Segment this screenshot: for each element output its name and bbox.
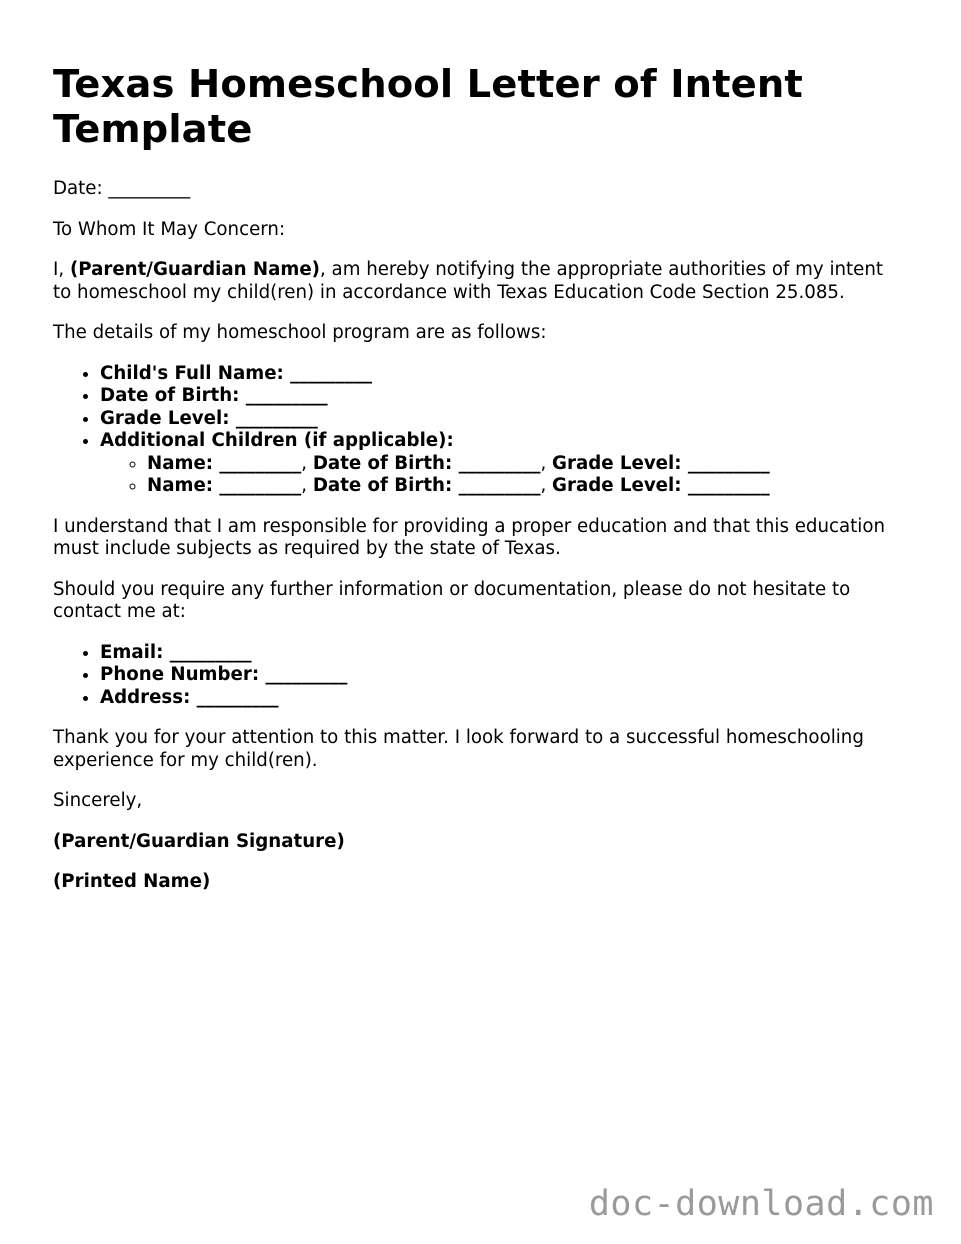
sub-name-blank: _________ (213, 452, 302, 474)
details-intro: The details of my homeschool program are as follows: (53, 322, 547, 343)
sub-name-label: Name: (147, 475, 214, 496)
child-name-blank: _________ (283, 362, 373, 384)
sub-name-label: Name: (147, 452, 214, 474)
dob-blank: _________ (239, 385, 328, 406)
email-blank: _________ (163, 641, 252, 663)
intro-suffix: , am hereby notifying the appropriate authorities of my intent to homeschool my child(ren) in accordance with Texas Education Code Section 25.085. (53, 259, 883, 303)
sub-grade-blank: _________ (681, 452, 770, 474)
contact-intro: Should you require any further information or documentation, please do not hesitate to contact me at: (53, 578, 851, 622)
closing-paragraph: Thank you for your attention to this matter. I look forward to a successful homeschooling experience for my child(ren). (53, 727, 864, 771)
date-line: Date: _________ (53, 178, 191, 199)
address-blank: _________ (190, 686, 279, 708)
details-list (53, 363, 903, 498)
parent-name-placeholder: (Parent/Guardian Name) (69, 259, 320, 280)
printed-name-placeholder: (Printed Name) (53, 871, 211, 892)
list-item (100, 687, 903, 710)
watermark: doc-download.com (588, 1184, 934, 1224)
list-item (100, 408, 903, 431)
responsibility-paragraph: I understand that I am responsible for providing a proper education and that this education must include subjects as required by the state of Texas. (53, 515, 885, 559)
phone-blank: _________ (259, 664, 348, 685)
additional-children-label: Additional Children (if applicable): (100, 430, 454, 451)
sub-dob-blank: _________ (452, 452, 541, 474)
phone-label: Phone Number: (100, 664, 260, 685)
contact-list (53, 642, 903, 710)
list-item (100, 430, 903, 498)
separator: , (540, 452, 553, 474)
list-item (100, 385, 903, 408)
grade-label: Grade Level: (100, 407, 230, 429)
child-name-label: Child's Full Name: (100, 362, 284, 384)
address-label: Address: (100, 686, 191, 708)
list-item (100, 642, 903, 665)
sub-dob-label: Date of Birth: (312, 452, 453, 474)
separator: , (301, 475, 313, 496)
signoff: Sincerely, (53, 790, 143, 811)
signature-placeholder: (Parent/Guardian Signature) (53, 830, 345, 852)
separator: , (540, 475, 553, 496)
separator: , (301, 452, 313, 474)
sub-dob-blank: _________ (452, 475, 541, 496)
dob-label: Date of Birth: (100, 385, 240, 406)
salutation: To Whom It May Concern: (53, 218, 286, 240)
sub-name-blank: _________ (213, 475, 302, 496)
list-item (147, 475, 903, 498)
document-page (53, 62, 903, 912)
additional-children-list (100, 453, 903, 498)
sub-grade-label: Grade Level: (552, 475, 682, 496)
sub-dob-label: Date of Birth: (312, 475, 453, 496)
email-label: Email: (100, 641, 164, 663)
intro-prefix: I, (53, 259, 70, 280)
list-item (100, 363, 903, 386)
list-item (147, 453, 903, 476)
list-item (100, 664, 903, 687)
grade-blank: _________ (229, 407, 318, 429)
intro-paragraph (53, 259, 903, 304)
page-title: Texas Homeschool Letter of Intent Template (53, 62, 803, 152)
sub-grade-label: Grade Level: (552, 452, 682, 474)
sub-grade-blank: _________ (681, 475, 770, 496)
